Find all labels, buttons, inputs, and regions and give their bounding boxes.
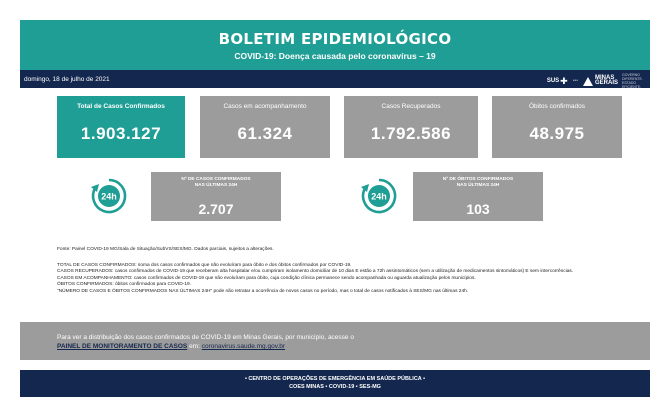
logo-separator: ••• xyxy=(572,78,578,84)
footer-line2: COES MINAS • COVID-19 • SES-MG xyxy=(289,384,381,390)
box-value: 103 xyxy=(466,201,490,217)
triangle-icon xyxy=(583,77,593,86)
card-value: 48.975 xyxy=(529,124,585,143)
box-value: 2.707 xyxy=(198,201,234,217)
card-deaths-confirmed xyxy=(492,96,622,158)
note-line: CASOS RECUPERADOS: casos confirmados de COVID-19 que receberam alta hospitalar e/ou cumpriram isolamento domiciliar de 10 dias E estão a 72h assintomáticos (sem a utilização de medicamentos sintomáticos) E sem intercorrências. xyxy=(57,269,574,274)
bulletin-subtitle: COVID-19: Doença causada pelo coronavírus – 19 xyxy=(234,51,436,61)
card-label: Total de Casos Confirmados xyxy=(77,103,165,110)
card-value: 1.903.127 xyxy=(80,124,162,143)
notes xyxy=(57,247,627,295)
monitoring-panel-bar xyxy=(20,322,650,360)
minas-gerais-logo: MINAS GERAIS GOVERNO DIFERENTE. ESTADO EFICIENTE. xyxy=(583,73,638,89)
clock-24h-icon xyxy=(88,175,130,217)
card-label: Casos em acompanhamento xyxy=(223,103,307,110)
box-deaths-last-24h: Nº DE ÓBITOS CONFIRMADOS NAS ÚLTIMAS 24H 103 xyxy=(413,172,543,221)
cross-icon: ✚ xyxy=(560,75,568,86)
date-bar xyxy=(20,70,650,88)
card-total-confirmed xyxy=(57,96,185,158)
note-line: TOTAL DE CASOS CONFIRMADOS: soma dos casos confirmados que não evoluíram para óbito e dos óbitos confirmados por COVID-19. xyxy=(57,262,352,268)
footer-line1: • CENTRO DE OPERAÇÕES DE EMERGÊNCIA EM SAÚDE PÚBLICA • xyxy=(244,376,426,382)
box-cases-last-24h: Nº DE CASOS CONFIRMADOS NAS ÚLTIMAS 24H 2.707 xyxy=(151,172,281,221)
card-label: Óbitos confirmados xyxy=(529,103,585,110)
source-note: Fonte: Painel COVID-19 MG/Sala de Situação/SubVS/SES/MG. Dados parciais, sujeitos a alterações. xyxy=(57,247,274,252)
card-value: 61.324 xyxy=(237,124,293,143)
card-value: 1.792.586 xyxy=(370,124,452,143)
svg-text:24h: 24h xyxy=(371,191,387,202)
card-recovered xyxy=(344,96,478,158)
note-line: ÓBITOS CONFIRMADOS: óbitos confirmados para COVID-19. xyxy=(57,282,191,287)
logos xyxy=(546,73,643,89)
clock-24h-icon xyxy=(358,175,400,217)
footer xyxy=(20,370,650,397)
card-under-follow-up xyxy=(200,96,330,158)
svg-text:24h: 24h xyxy=(101,191,117,202)
card-label: Casos Recuperados xyxy=(381,103,441,110)
bulletin-date: domingo, 18 de julho de 2021 xyxy=(24,75,110,83)
bulletin-header xyxy=(20,20,650,70)
coronavirus-site-link[interactable]: coronavirus.saude.mg.gov.br xyxy=(201,343,286,350)
panel-text: Para ver a distribuição dos casos confirmados de COVID-19 em Minas Gerais, por município, acesse o xyxy=(57,334,354,341)
bulletin-title: BOLETIM EPIDEMIOLÓGICO xyxy=(218,30,452,48)
panel-connector: em: xyxy=(187,343,202,350)
monitoring-panel-link[interactable]: PAINEL DE MONITORAMENTO DE CASOS xyxy=(57,343,188,350)
sus-logo: SUS ✚ xyxy=(546,75,568,86)
note-line: "NÚMERO DE CASOS E ÓBITOS CONFIRMADOS NAS ÚLTIMAS 24H" pode não retratar a ocorrência de novos casos no período, mas o total de casos notificados à SES/MG nas últimas 24h. xyxy=(57,288,469,294)
note-line: CASOS EM ACOMPANHAMENTO: casos confirmados de COVID-19 que não evoluíram para óbito, cuja condição clínica permanece sendo acompanhada ou aguarda atualização pelos municípios. xyxy=(57,275,476,281)
